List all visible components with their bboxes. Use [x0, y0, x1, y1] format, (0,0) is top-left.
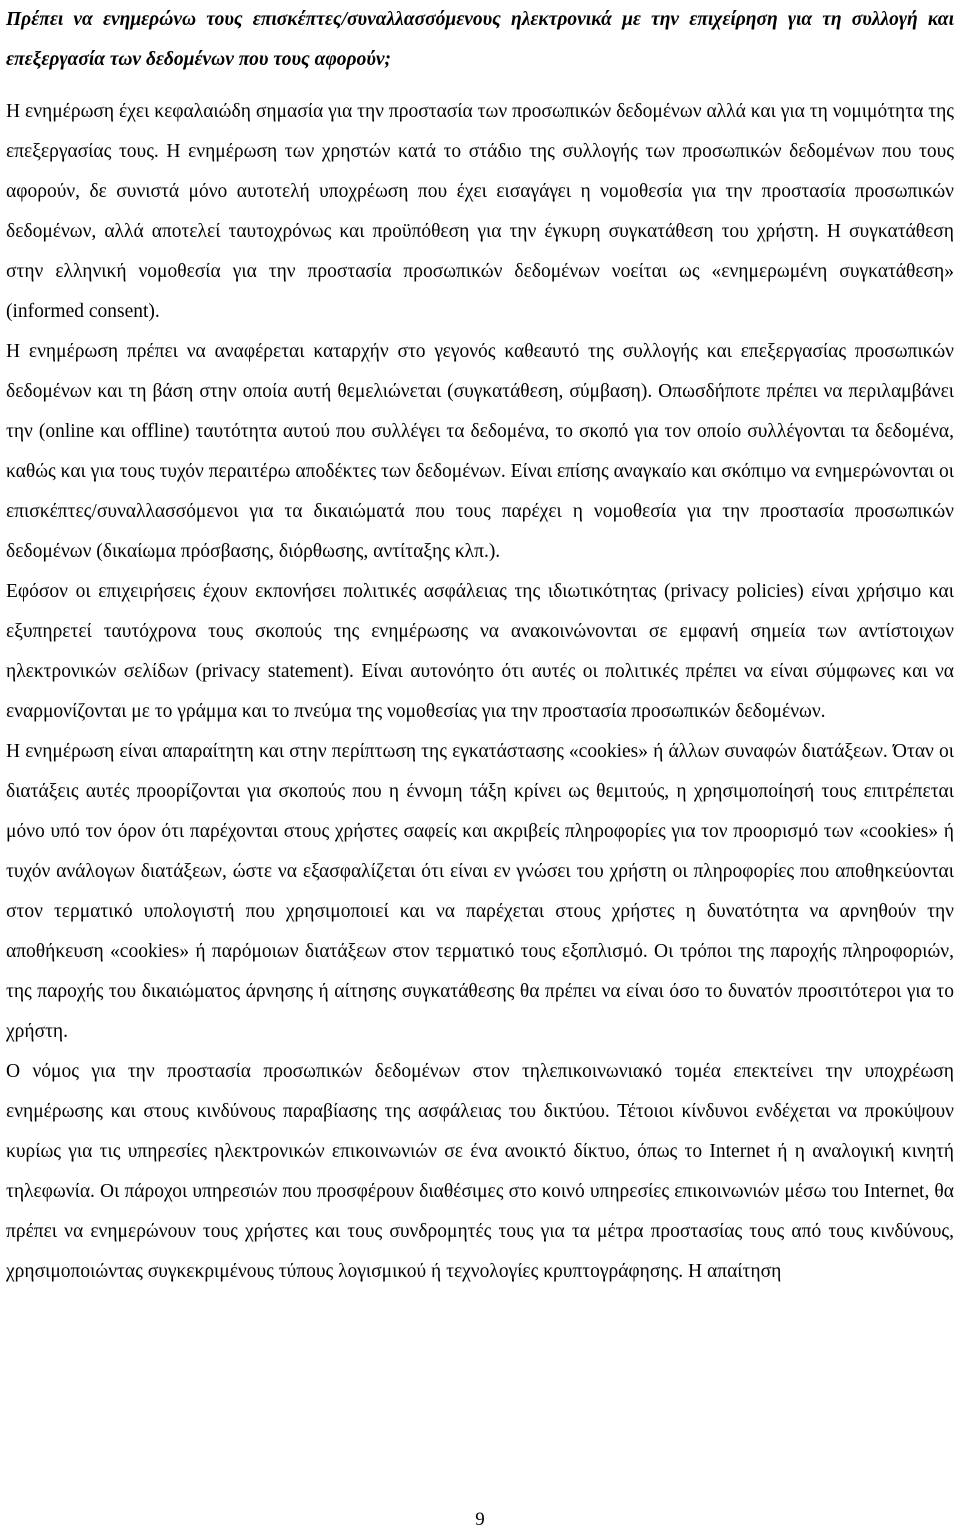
paragraph-notice-content: Η ενημέρωση πρέπει να αναφέρεται καταρχήν στο γεγονός καθεαυτό της συλλογής και επεξεργασίας προσωπικών δεδομένων και τη βάση στην οποία αυτή θεμελιώνεται (συγκατάθεση, σύμβαση). Οπωσδήποτε πρέπει να περιλαμβάνει την (online και offline) ταυτότητα αυτού που συλλέγει τα δεδομένα, το σκοπό για τον οποίο συλλέγονται τα δεδομένα, καθώς και για τους τυχόν περαιτέρω αποδέκτες των δεδομένων. Είναι επίσης αναγκαίο και σκόπιμο να ενημερώνονται οι επισκέπτες/συναλλασσόμενοι για τα δικαιώματά που τους παρέχει η νομοθεσία για την προστασία προσωπικών δεδομένων (δικαίωμα πρόσβασης, διόρθωσης, αντίταξης κλπ.). — [6, 341, 954, 562]
spacer — [6, 80, 954, 92]
paragraph-importance-of-notice: Η ενημέρωση έχει κεφαλαιώδη σημασία για την προστασία των προσωπικών δεδομένων αλλά και για τη νομιμότητα της επεξεργασίας τους. Η ενημέρωση των χρηστών κατά το στάδιο της συλλογής των προσωπικών δεδομένων που τους αφορούν, δε συνιστά μόνο αυτοτελή υποχρέωση που έχει εισαγάγει η νομοθεσία για την προστασία προσωπικών δεδομένων, αλλά αποτελεί ταυτοχρόνως και προϋπόθεση για την έγκυρη συγκατάθεση του χρήστη. Η συγκατάθεση στην ελληνική νομοθεσία για την προστασία προσωπικών δεδομένων νοείται ως «ενημερωμένη συγκατάθεση» (informed consent). — [6, 101, 954, 322]
section-heading: Πρέπει να ενημερώνω τους επισκέπτες/συναλλασσόμενους ηλεκτρονικά με την επιχείρηση για τη συλλογή και επεξεργασία των δεδομένων που τους αφορούν; — [6, 9, 954, 70]
paragraph-network-security: Ο νόμος για την προστασία προσωπικών δεδομένων στον τηλεπικοινωνιακό τομέα επεκτείνει την υποχρέωση ενημέρωσης και στους κινδύνους παραβίασης της ασφάλειας του δικτύου. Τέτοιοι κίνδυνοι ενδέχεται να προκύψουν κυρίως για τις υπηρεσίες ηλεκτρονικών επικοινωνιών σε ένα ανοικτό δίκτυο, όπως το Internet ή η αναλογική κινητή τηλεφωνία. Οι πάροχοι υπηρεσιών που προσφέρουν διαθέσιμες στο κοινό υπηρεσίες επικοινωνιών μέσω του Internet, θα πρέπει να ενημερώνουν τους χρήστες και τους συνδρομητές τους για τα μέτρα προστασίας τους από τους κινδύνους, χρησιμοποιώντας συγκεκριμένους τύπους λογισμικού ή τεχνολογίες κρυπτογράφησης. Η απαίτηση — [6, 1061, 954, 1282]
page-number: 9 — [475, 1509, 485, 1530]
paragraph-cookies: Η ενημέρωση είναι απαραίτητη και στην περίπτωση της εγκατάστασης «cookies» ή άλλων συναφών διατάξεων. Όταν οι διατάξεις αυτές προορίζονται για σκοπούς που η έννομη τάξη κρίνει ως θεμιτούς, η χρησιμοποίησή τους επιτρέπεται μόνο υπό τον όρον ότι παρέχονται στους χρήστες σαφείς και ακριβείς πληροφορίες για τον προορισμό των «cookies» ή τυχόν ανάλογων διατάξεων, ώστε να εξασφαλίζεται ότι είναι εν γνώσει του χρήστη οι πληροφορίες που αποθηκεύονται στον τερματικό υπολογιστή που χρησιμοποιεί και να παρέχεται στους χρήστες η δυνατότητα να αρνηθούν την αποθήκευση «cookies» ή παρόμοιων διατάξεων στον τερματικό τους εξοπλισμό. Οι τρόποι της παροχής πληροφοριών, της παροχής του δικαιώματος άρνησης ή αίτησης συγκατάθεσης θα πρέπει να είναι όσο το δυνατόν προσιτότεροι για το χρήστη. — [6, 741, 954, 1042]
document-page — [6, 0, 954, 1292]
paragraph-privacy-policies: Εφόσον οι επιχειρήσεις έχουν εκπονήσει πολιτικές ασφάλειας της ιδιωτικότητας (privacy policies) είναι χρήσιμο και εξυπηρετεί ταυτόχρονα τους σκοπούς της ενημέρωσης να ανακοινώνονται σε εμφανή σημεία των αντίστοιχων ηλεκτρονικών σελίδων (privacy statement). Είναι αυτονόητο ότι αυτές οι πολιτικές πρέπει να είναι σύμφωνες και να εναρμονίζονται με το γράμμα και το πνεύμα της νομοθεσίας για την προστασία προσωπικών δεδομένων. — [6, 581, 954, 722]
